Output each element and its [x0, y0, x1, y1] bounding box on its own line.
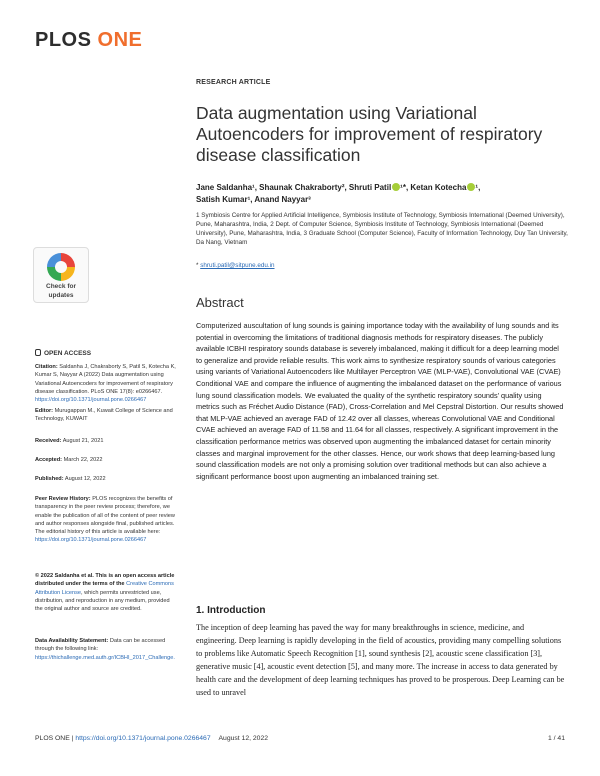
author-list: [196, 182, 576, 206]
page-number: 1 / 41: [547, 735, 565, 742]
data-availability-link[interactable]: https://thichallenge.med.auth.gr/ICBHI_2017_Challenge.: [35, 654, 175, 661]
abstract-heading: Abstract: [196, 295, 244, 310]
updates-icon: [47, 253, 75, 281]
peer-review-label: Peer Review History:: [35, 496, 91, 502]
peer-review-doi-link[interactable]: https://doi.org/10.1371/journal.pone.0266467: [35, 537, 147, 544]
editor-text: Murugappan M., Kuwait College of Science and Technology, KUWAIT: [35, 408, 173, 423]
footer-separator: |: [69, 735, 76, 742]
open-lock-icon: [35, 349, 41, 356]
citation-doi-link[interactable]: https://doi.org/10.1371/journal.pone.0266467: [35, 397, 147, 404]
citation-text: Saldanha J, Chakraborty S, Patil S, Kotecha K, Kumar S, Nayyar A (2022) Data augmentation using Variational Autoencoders for improvement of respiratory disease classification. PLoS ONE 17(8): e0266467.: [35, 364, 176, 395]
cc-license-link[interactable]: Creative Commons Attribution License: [35, 581, 174, 596]
peer-review-text: PLOS recognizes the benefits of transparency in the peer review process; therefore, we enable the publication of all of the content of peer review and author responses alongside final, published articles. The editorial history of this article is available here:: [35, 496, 175, 536]
check-for-updates-badge[interactable]: [33, 247, 89, 303]
updates-line-2: updates: [48, 292, 74, 299]
authors-line-1: Jane Saldanha¹, Shaunak Chakraborty², Shruti Patil: [196, 183, 392, 192]
published-date: August 12, 2022: [64, 476, 106, 482]
published-block: [35, 475, 177, 483]
received-label: Received:: [35, 438, 62, 444]
email-marker: *: [196, 262, 199, 269]
citation-label: Citation:: [35, 364, 58, 370]
accepted-label: Accepted:: [35, 457, 63, 463]
peer-review-block: [35, 495, 177, 545]
data-availability-text: Data can be accessed through the following link:: [35, 638, 166, 653]
corresponding-email: [196, 262, 275, 269]
copyright-text-b: , which permits unrestricted use, distribution, and reproduction in any medium, provided the original author and source are credited.: [35, 589, 170, 613]
affiliations: 1 Symbiosis Centre for Applied Artificial Intelligence, Symbiosis Institute of Technology, Symbiosis International (Deemed University), Pune, Maharashtra, India, 2 Dept. of Computer Science, Symbiosis Institute of Technology, Symbiosis International (Deemed University), Pune, Maharashtra, India, 3 Graduate School (Computer Science), Faculty of Information Technology, Duy Tan University, Da Nang, Vietnam: [196, 212, 568, 246]
footer-journal: PLOS ONE: [35, 735, 70, 742]
logo-plos-text: PLOS: [35, 29, 92, 51]
introduction-body: The inception of deep learning has paved the way for many breakthroughs in science, medicine, and engineering. Deep learning is rapidly developing in the field of acoustics, providing many compelling solutions to problems like Automatic Speech Recognition [1], sound synthesis [2], acoustic scene classification [3], generative music [4], acoustic event detection [5], and many more. The increase in access to data generated by health care and the development of deep learning techniques has proved to be prosperous. Deep Learning can be used to unravel: [196, 623, 565, 697]
authors-line-1c: ¹,: [475, 183, 481, 192]
accepted-block: [35, 456, 177, 464]
article-title: Data augmentation using Variational Autoencoders for improvement of respiratory disease classification: [196, 103, 543, 165]
article-type: RESEARCH ARTICLE: [196, 79, 271, 86]
data-availability-block: [35, 637, 177, 662]
footer-date: August 12, 2022: [218, 735, 269, 742]
updates-line-1: Check for: [46, 283, 76, 290]
open-access-label: [35, 349, 91, 357]
logo-one-text: ONE: [97, 29, 143, 51]
data-availability-label: Data Availability Statement:: [35, 638, 109, 644]
orcid-icon[interactable]: [392, 183, 400, 191]
open-access-text: OPEN ACCESS: [44, 350, 92, 357]
page-footer: [35, 735, 565, 742]
received-block: [35, 437, 177, 445]
copyright-text-a: © 2022 Saldanha et al. This is an open access article distributed under the terms of the: [35, 573, 175, 588]
published-label: Published:: [35, 476, 64, 482]
footer-doi-link[interactable]: https://doi.org/10.1371/journal.pone.0266467: [75, 735, 211, 742]
introduction-heading: 1. Introduction: [196, 605, 266, 616]
authors-line-1b: ¹*, Ketan Kotecha: [400, 183, 467, 192]
received-date: August 21, 2021: [62, 438, 104, 444]
editor-block: [35, 407, 177, 424]
abstract-body: Computerized auscultation of lung sounds is gaining importance today with the availability of lung sounds and its potential in overcoming the limitations of traditional diagnosis methods for respiratory diseases. The publicly available ICBHI respiratory sounds database is severely imbalanced, making it difficult for a deep learning model to generalize and provide reliable results. This work aims to synthesize respiratory sounds of various categories using variants of Variational Autoencoders like Multilayer Perceptron VAE (MLP-VAE), Convolutional VAE (CVAE) Conditional VAE and compare the influence of augmenting the imbalanced dataset on the performance of various lung sound classification models. We evaluated the quality of the synthetic respiratory sounds’ quality using metrics such as Fréchet Audio Distance (FAD), Cross-Correlation and Mel Cepstral Distortion. Our results showed that MLP-VAE achieved an average FAD of 12.42 over all classes, whereas Convolutional VAE and Conditional CVAE achieved an average FAD of 11.58 and 11.64 for all classes, respectively. A significant improvement in the classification performance metrics was observed upon augmenting the imbalanced dataset for certain minority classes and marginal improvement for the other classes. Hence, our work shows that deep learning-based lung sound classification models are not only a promising solution over traditional methods but can also achieve a significant performance boost upon augmenting an imbalanced training set.: [196, 321, 564, 481]
accepted-date: March 22, 2022: [63, 457, 103, 463]
citation-block: [35, 363, 177, 404]
copyright-block: [35, 572, 177, 613]
email-link[interactable]: shruti.patil@sitpune.edu.in: [200, 262, 275, 269]
editor-label: Editor:: [35, 408, 54, 414]
plos-one-logo[interactable]: [35, 29, 142, 52]
authors-line-2: Satish Kumar¹, Anand Nayyar³: [196, 195, 311, 204]
